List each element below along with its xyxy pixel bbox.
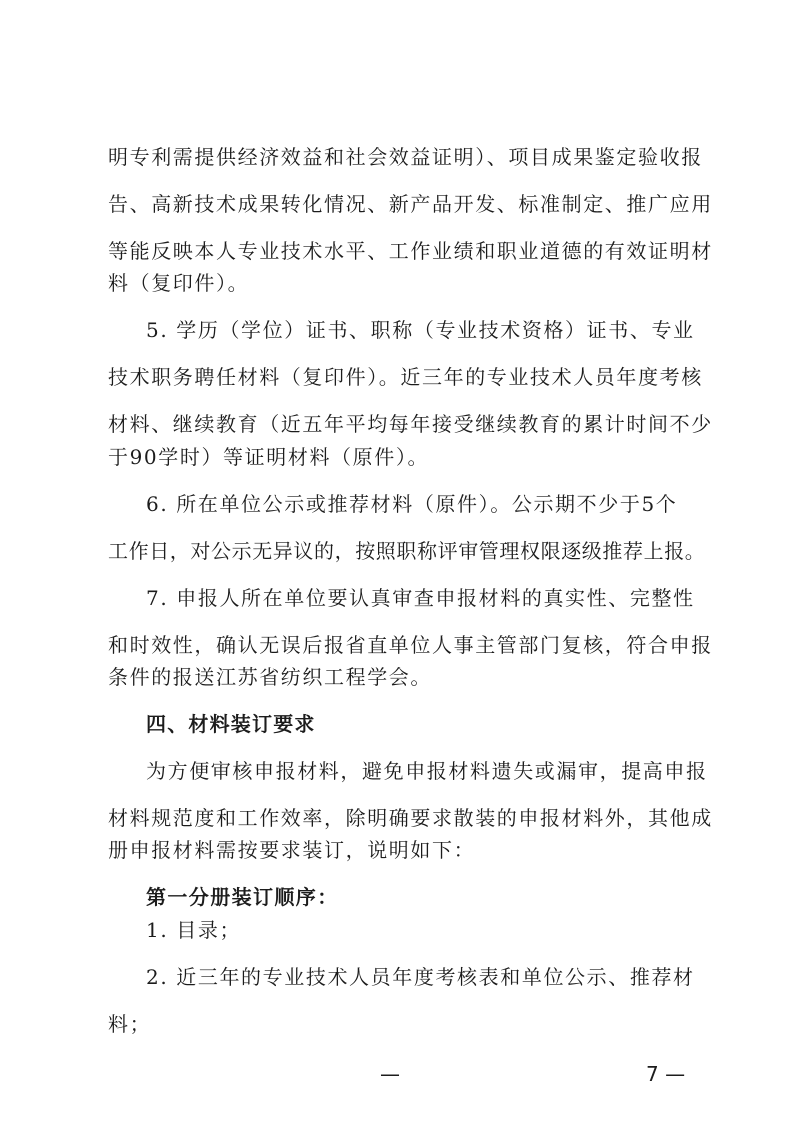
paragraph-line: 技术职务聘任材料（复印件）。近三年的专业技术人员年度考核 bbox=[108, 365, 703, 389]
paragraph-line: 条件的报送江苏省纺织工程学会。 bbox=[108, 665, 432, 689]
paragraph-line: 工作日，对公示无异议的，按照职称评审管理权限逐级推荐上报。 bbox=[108, 539, 706, 563]
section-heading: 四、材料装订要求 bbox=[146, 712, 316, 736]
paragraph-line: 于90学时）等证明材料（原件）。 bbox=[108, 445, 430, 469]
subsection-heading: 第一分册装订顺序： bbox=[146, 885, 339, 909]
paragraph-line: 册申报材料需按要求装订，说明如下： bbox=[108, 838, 476, 862]
list-item-2: 2. 近三年的专业技术人员年度考核表和单位公示、推荐材 bbox=[146, 965, 695, 989]
list-item-5: 5. 学历（学位）证书、职称（专业技术资格）证书、专业 bbox=[146, 318, 695, 342]
paragraph-line: 料； bbox=[108, 1012, 152, 1036]
list-item-7: 7. 申报人所在单位要认真审查申报材料的真实性、完整性 bbox=[146, 586, 695, 610]
paragraph-line: 等能反映本人专业技术水平、工作业绩和职业道德的有效证明材 bbox=[108, 239, 713, 263]
list-item-1: 1. 目录； bbox=[146, 918, 242, 942]
paragraph-line: 材料、继续教育（近五年平均每年接受继续教育的累计时间不少 bbox=[108, 412, 713, 436]
paragraph-line: 为方便审核申报材料，避免申报材料遗失或漏审，提高申报 bbox=[146, 759, 708, 783]
list-item-6: 6. 所在单位公示或推荐材料（原件）。公示期不少于5个 bbox=[146, 492, 678, 516]
paragraph-line: 告、高新技术成果转化情况、新产品开发、标准制定、推广应用 bbox=[108, 192, 713, 216]
paragraph-line: 明专利需提供经济效益和社会效益证明）、项目成果鉴定验收报 bbox=[108, 145, 703, 169]
footer-dash: — bbox=[380, 1062, 400, 1086]
paragraph-line: 料（复印件）。 bbox=[108, 271, 250, 295]
paragraph-line: 材料规范度和工作效率，除明确要求散装的申报材料外，其他成 bbox=[108, 806, 713, 830]
page-number: 7 — bbox=[646, 1062, 686, 1086]
paragraph-line: 和时效性，确认无误后报省直单位人事主管部门复核，符合申报 bbox=[108, 633, 713, 657]
